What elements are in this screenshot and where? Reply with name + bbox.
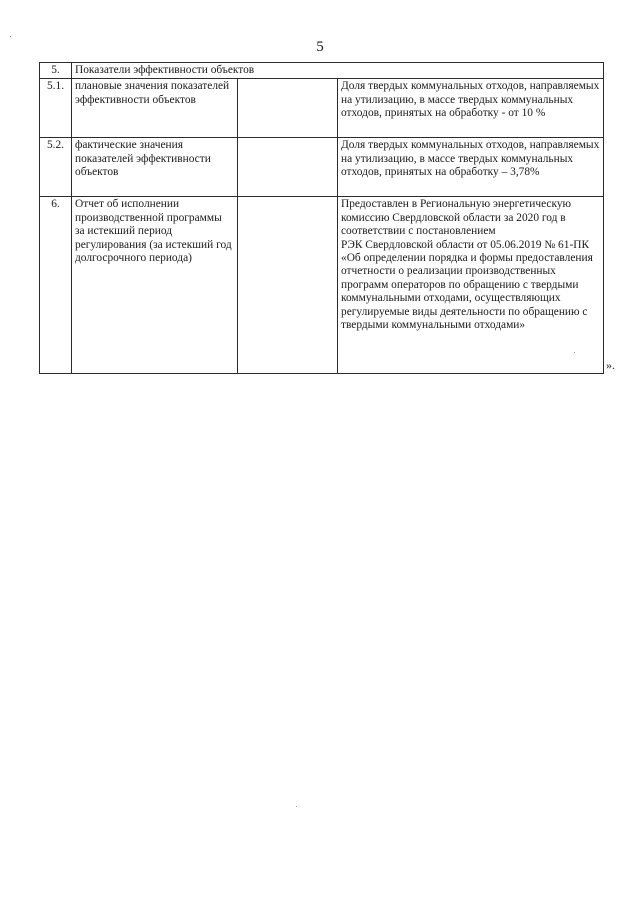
table-row-5-2 [40,138,604,197]
row-number: 5. [40,63,72,79]
indicator-name: Отчет об исполнении производственной программы за истекший период регулирования (за истекший год долгосрочного периода) [72,197,238,374]
indicators-table [39,62,604,374]
table-row-6 [40,197,604,374]
empty-cell [238,79,338,138]
indicator-value: Доля твердых коммунальных отходов, направляемых на утилизацию, в массе твердых коммунальных отходов, принятых на обработку - от 10 % [338,79,604,138]
empty-cell [238,197,338,374]
section-title: Показатели эффективности объектов [72,63,604,79]
indicator-name: фактические значения показателей эффективности объектов [72,138,238,197]
table-row-section-5 [40,63,604,79]
page-number: 5 [316,39,324,55]
scan-speck [574,352,575,353]
report-value [338,197,604,374]
report-value-line-1: Предоставлен в Региональную энергетическую комиссию Свердловской области за 2020 год в соответствии с постановлением [341,198,572,238]
table-row-5-1 [40,79,604,138]
row-number: 5.1. [40,79,72,138]
scan-speck [10,36,11,37]
indicator-value: Доля твердых коммунальных отходов, направляемых на утилизацию, в массе твердых коммунальных отходов, принятых на обработку – 3,78% [338,138,604,197]
row-number: 5.2. [40,138,72,197]
closing-quote-mark: ». [606,358,615,372]
indicator-name: плановые значения показателей эффективности объектов [72,79,238,138]
report-value-line-2: РЭК Свердловской области от 05.06.2019 № 61-ПК «Об определении порядка и формы предоставления отчетности о реализации производственных программ операторов по обращению с твердыми коммунальными отходами, осуществляющих регулируемые виды деятельности по обращению с твердыми коммунальными отходами» [341,238,593,332]
empty-cell [238,138,338,197]
row-number: 6. [40,197,72,374]
scan-speck [296,806,297,807]
